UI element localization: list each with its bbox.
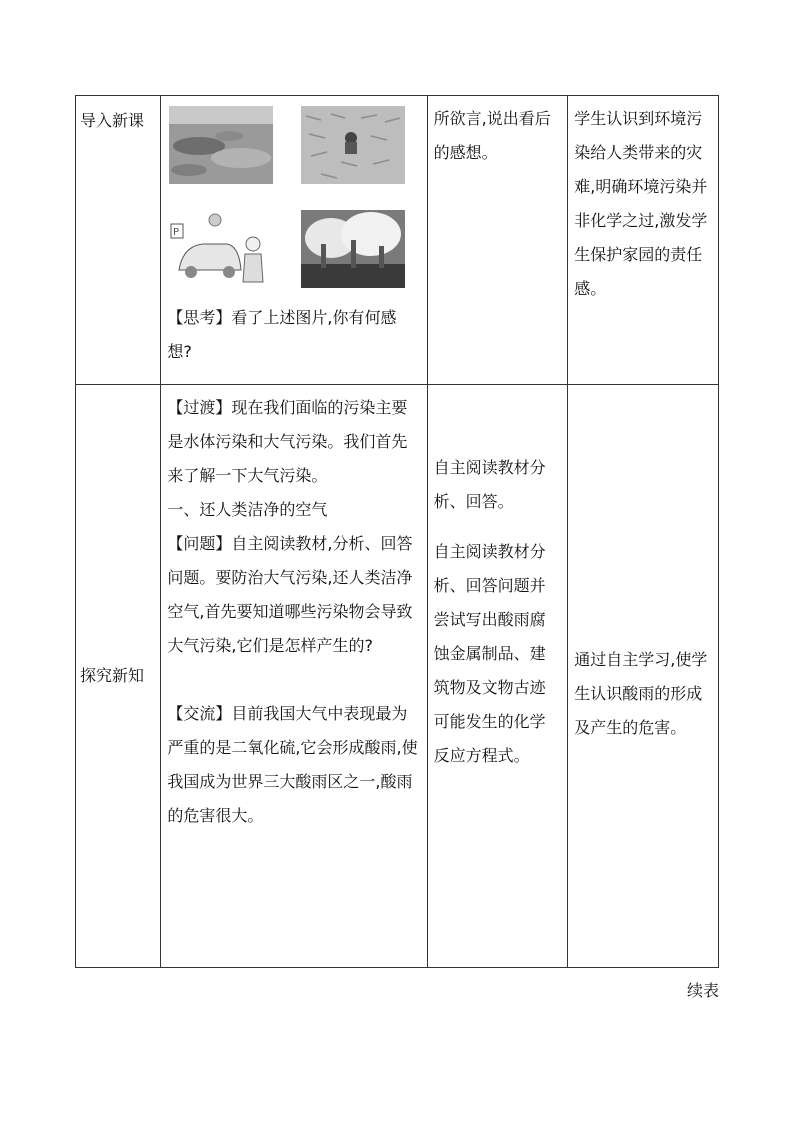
teacher-activity-cell bbox=[161, 96, 427, 385]
student-activity-text: 自主阅读教材分析、回答。 bbox=[433, 458, 546, 511]
table-row bbox=[76, 385, 719, 968]
student-activity-text: 自主阅读教材分析、回答问题并尝试写出酸雨腐蚀金属制品、建筑物及文物古迹可能发生的化学反应方程式。 bbox=[433, 542, 546, 765]
stage-cell bbox=[76, 385, 161, 968]
think-prompt: 【思考】看了上述图片,你有何感想? bbox=[167, 308, 397, 361]
question-text: 【问题】自主阅读教材,分析、回答问题。要防治大气污染,还人类洁净空气,首先要知道哪些污染物会导致大气污染,它们是怎样产生的? bbox=[167, 534, 413, 655]
table-row bbox=[76, 96, 719, 385]
design-intent-text: 通过自主学习,使学生认识酸雨的形成及产生的危害。 bbox=[574, 650, 708, 737]
lesson-plan-table bbox=[75, 95, 719, 968]
design-intent-cell bbox=[568, 385, 719, 968]
dead-fish-photo bbox=[301, 106, 405, 184]
section-heading: 一、还人类洁净的空气 bbox=[167, 500, 328, 519]
stage-label: 导入新课 bbox=[80, 111, 145, 130]
teacher-activity-cell bbox=[161, 385, 427, 968]
car-exhaust-cartoon bbox=[169, 210, 273, 288]
factory-smoke-photo bbox=[301, 210, 405, 288]
stage-cell bbox=[76, 96, 161, 385]
student-activity-cell bbox=[427, 96, 568, 385]
transition-text: 【过渡】现在我们面临的污染主要是水体污染和大气污染。我们首先来了解一下大气污染。 bbox=[167, 398, 408, 485]
student-activity-text: 所欲言,说出看后的感想。 bbox=[433, 109, 551, 162]
design-intent-cell bbox=[568, 96, 719, 385]
exchange-text: 【交流】目前我国大气中表现最为严重的是二氧化硫,它会形成酸雨,使我国成为世界三大酸雨区之一,酸雨的危害很大。 bbox=[167, 704, 418, 825]
stage-label: 探究新知 bbox=[80, 666, 145, 685]
student-activity-cell bbox=[427, 385, 568, 968]
svg-text:P: P bbox=[173, 227, 180, 238]
polluted-water-photo bbox=[169, 106, 273, 184]
design-intent-text: 学生认识到环境污染给人类带来的灾难,明确环境污染并非化学之过,激发学生保护家园的责任感。 bbox=[574, 109, 708, 298]
pollution-photos bbox=[161, 96, 426, 301]
continued-label: 续表 bbox=[686, 981, 719, 1000]
